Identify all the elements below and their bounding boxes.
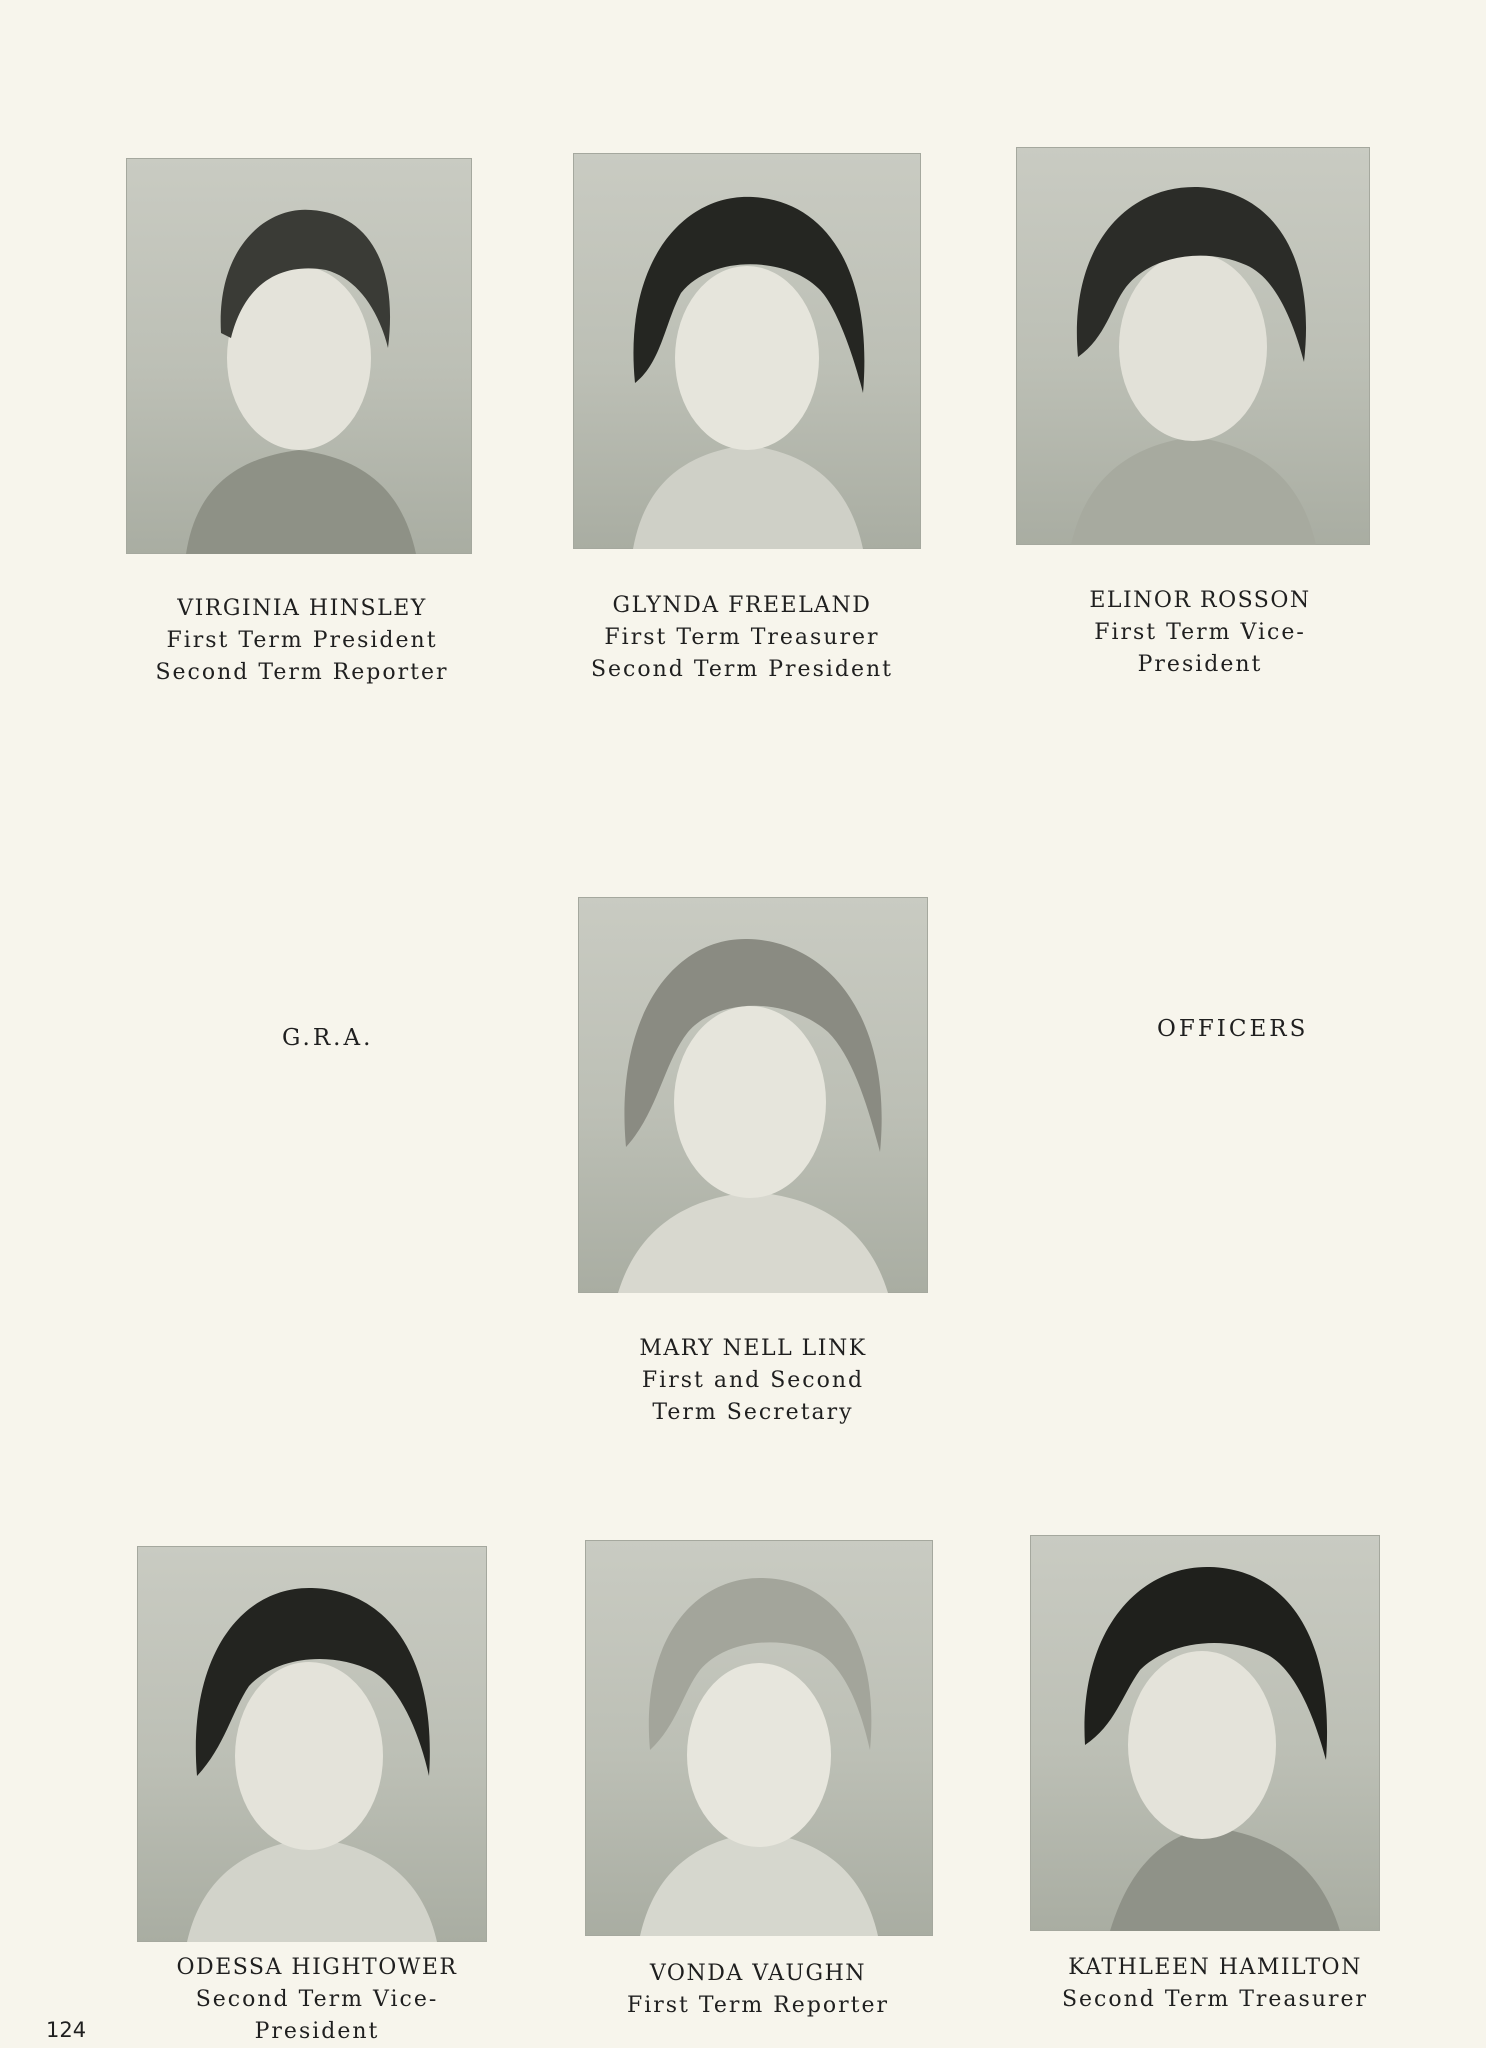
officer-caption-vonda-vaughn — [558, 1958, 958, 2022]
officer-name: KATHLEEN HAMILTON — [1068, 1955, 1362, 1980]
officer-name: ELINOR ROSSON — [1089, 588, 1311, 613]
portrait-photo-virginia-hinsley — [126, 158, 472, 554]
portrait-photo-kathleen-hamilton — [1030, 1535, 1380, 1931]
portrait-silhouette — [137, 1546, 487, 1942]
officer-caption-kathleen-hamilton — [1015, 1952, 1415, 2016]
page-number: 124 — [46, 2018, 87, 2042]
officer-role: Term Secretary — [652, 1400, 854, 1425]
officer-role: First Term President — [166, 628, 438, 653]
officer-caption-elinor-rosson — [1000, 585, 1400, 681]
portrait-silhouette — [578, 897, 928, 1293]
portrait-silhouette — [1030, 1535, 1380, 1931]
officer-caption-mary-nell-link — [548, 1333, 958, 1429]
officer-role: First Term Reporter — [626, 1993, 890, 2018]
officer-role: First and Second — [641, 1368, 865, 1393]
officer-role: President — [254, 2019, 380, 2044]
portrait-photo-vonda-vaughn — [585, 1540, 933, 1936]
portrait-photo-elinor-rosson — [1016, 147, 1370, 545]
club-name-label: G.R.A. — [282, 1025, 374, 1051]
portrait-silhouette — [1016, 147, 1370, 545]
portrait-photo-glynda-freeland — [573, 153, 921, 549]
portrait-photo-odessa-hightower — [137, 1546, 487, 1942]
officer-role: First Term Treasurer — [604, 625, 880, 650]
officer-role: Second Term President — [590, 657, 894, 682]
portrait-silhouette — [573, 153, 921, 549]
officer-name: GLYNDA FREELAND — [612, 593, 872, 618]
officer-role: Second Term Treasurer — [1061, 1987, 1369, 2012]
officer-role: President — [1137, 652, 1263, 677]
officer-name: VIRGINIA HINSLEY — [177, 596, 427, 621]
portrait-silhouette — [126, 158, 472, 554]
officer-caption-odessa-hightower — [117, 1952, 517, 2048]
portrait-silhouette — [585, 1540, 933, 1936]
officer-caption-glynda-freeland — [542, 590, 942, 686]
officer-name: VONDA VAUGHN — [649, 1961, 867, 1986]
officer-name: ODESSA HIGHTOWER — [176, 1955, 458, 1980]
officer-name: MARY NELL LINK — [639, 1336, 867, 1361]
officer-caption-virginia-hinsley — [102, 593, 502, 689]
officer-role: First Term Vice- — [1094, 620, 1306, 645]
officer-role: Second Term Reporter — [155, 660, 449, 685]
portrait-photo-mary-nell-link — [578, 897, 928, 1293]
officer-role: Second Term Vice- — [195, 1987, 439, 2012]
section-title-label: OFFICERS — [1157, 1016, 1309, 1042]
